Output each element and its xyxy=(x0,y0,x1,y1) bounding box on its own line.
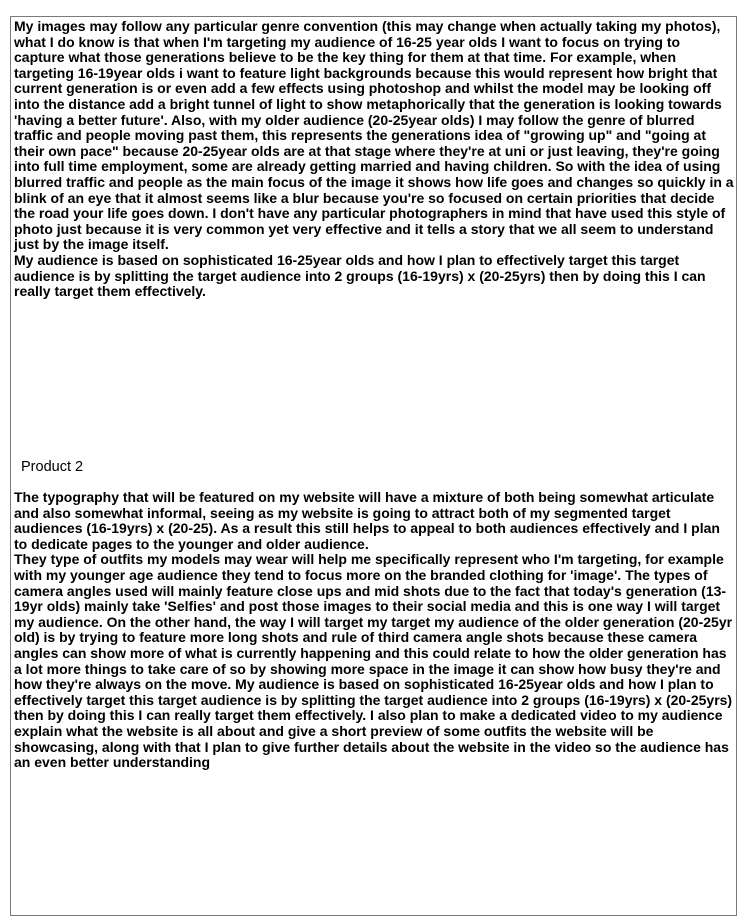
product-2-heading: Product 2 xyxy=(21,459,84,475)
section-one-text xyxy=(14,19,734,300)
paragraph-typography: The typography that will be featured on my website will have a mixture of both being somewhat articulate and also somewhat informal, seeing as my website is going to attract both of my segmented target audiences (16-19yrs) x (20-25). As a result this still helps to appeal to both audiences effectively and I plan to dedicate pages to the younger and older audience. xyxy=(14,489,720,552)
paragraph-audience-split: My audience is based on sophisticated 16-25year olds and how I plan to effectively target this target audience is by splitting the target audience into 2 groups (16-19yrs) x (20-25yrs) then by doing this I can really target them effectively. xyxy=(14,251,706,300)
paragraph-genre-convention: My images may follow any particular genre convention (this may change when actually taking my photos), what I do know is that when I'm targeting my audience of 16-25 year olds I want to focus on trying to capture what those generations believe to be the key thing for them at that time. For example, when targeting 16-19year olds i want to feature light backgrounds because this would represent how bright that current generation is or even add a few effects using photoshop and whilst the model may be looking off into the distance add a bright tunnel of light to show metaphorically that the generation is looking towards 'having a better future'. Also, with my older audience (20-25year olds) I may follow the genre of blurred traffic and people moving past them, this represents the generations idea of "growing up" and "going at their own pace" because 20-25year olds are at that stage where they're at uni or just leaving, they're going into full time employment, some are already getting married and having children. So with the idea of using blurred traffic and people as the main focus of the image it shows how life goes and changes so quickly in a blink of an eye that it almost seems like a blur because you're so focused on certain priorities that decide the road your life goes down. I don't have any particular photographers in mind that have used this style of photo just because it is very common yet very effective and it tells a story that we all seem to understand just by the image itself. xyxy=(14,18,734,253)
section-two-text xyxy=(14,490,734,771)
paragraph-outfits-camera: They type of outfits my models may wear will help me specifically represent who I'm targeting, for example with my younger age audience they tend to focus more on the branded clothing for 'image'. The types of camera angles used will mainly feature close ups and mid shots due to the fact that today's generation (13-19yr olds) mainly take 'Selfies' and post those images to their social media and this is one way I will target my audience. On the other hand, the way I will target my target my audience of the older generation (20-25yr old) is by trying to feature more long shots and rule of third camera angle shots because these camera angles can show more of what is currently happening and this could relate to how the older generation has a lot more things to take care of so by showing more space in the image it can show how busy they're and how they're always on the move. My audience is based on sophisticated 16-25year olds and how I plan to effectively target this target audience is by splitting the target audience into 2 groups (16-19yrs) x (20-25yrs) then by doing this I can really target them effectively. I also plan to make a dedicated video to my audience explain what the website is all about and give a short preview of some outfits the website will be showcasing, along with that I plan to give further details about the website in the video so the audience has an even better understanding xyxy=(14,551,733,771)
